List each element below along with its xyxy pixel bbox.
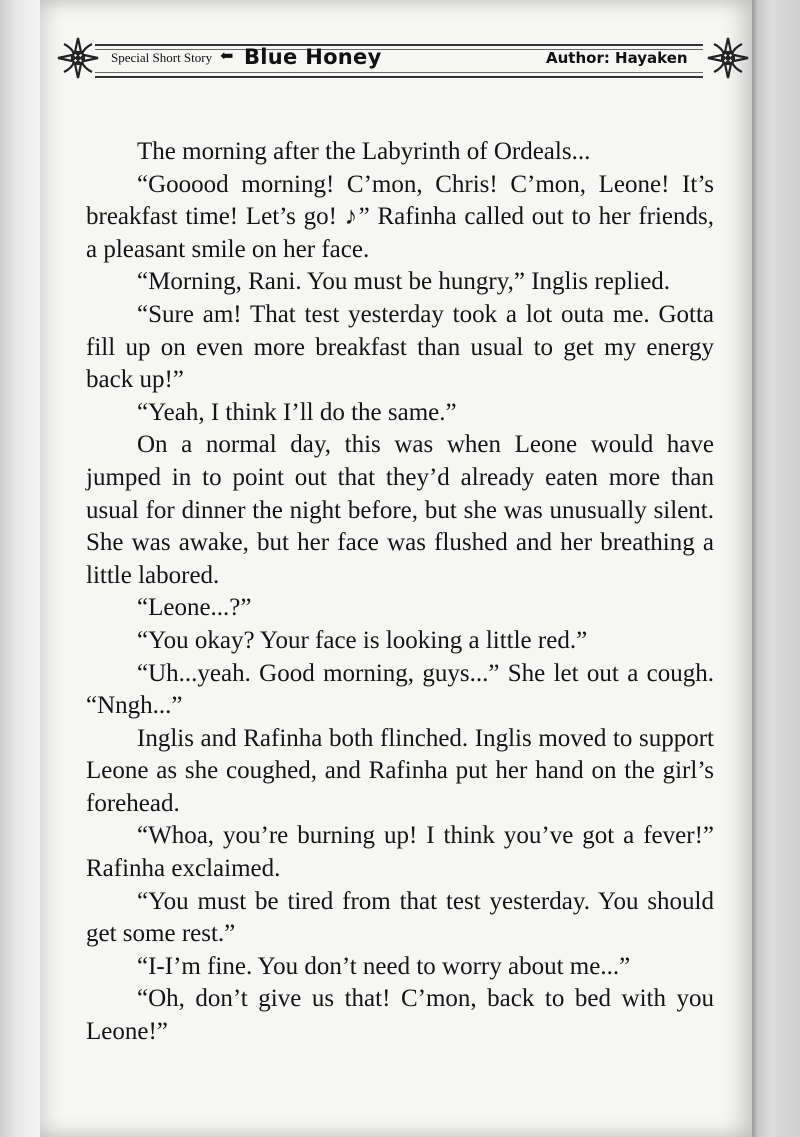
paragraph: “I-I’m fine. You don’t need to worry about me...”	[137, 952, 631, 980]
paragraph: “You okay? Your face is looking a little red.”	[137, 626, 588, 654]
paragraph: “Uh...yeah. Good morning, guys...” She let out a cough. “Nngh...”	[86, 659, 714, 720]
paragraph: “Sure am! That test yesterday took a lot outa me. Gotta fill up on even more breakfast than usual to get my energy back up!”	[86, 300, 714, 394]
author-credit: Author: Hayaken	[546, 49, 688, 67]
story-title: Blue Honey	[244, 45, 382, 69]
paragraph: Inglis and Rafinha both flinched. Inglis moved to support Leone as she coughed, and Rafinha put her hand on the girl’s forehead.	[86, 724, 714, 817]
paragraph: The morning after the Labyrinth of Ordeals...	[137, 138, 591, 165]
paragraph: “You must be tired from that test yesterday. You should get some rest.”	[86, 887, 714, 948]
ornament-left-icon	[54, 34, 102, 82]
paragraph: “Yeah, I think I’ll do the same.”	[137, 398, 457, 426]
paragraph: “Leone...?”	[137, 594, 252, 622]
ornament-right-icon	[704, 34, 752, 82]
arrow-left-icon: ⬅	[220, 48, 234, 65]
paragraph: “Morning, Rani. You must be hungry,” Inglis replied.	[137, 268, 671, 296]
book-edge	[752, 0, 800, 1137]
paragraph: “Whoa, you’re burning up! I think you’ve got a fever!” Rafinha exclaimed.	[86, 822, 714, 883]
header-section-label: Special Short Story	[111, 50, 213, 65]
story-text	[86, 136, 714, 1049]
paragraph: “Gooood morning! C’mon, Chris! C’mon, Leone! It’s breakfast time! Let’s go! ♪” Rafinha called out to her friends, a pleasant smile on her face.	[86, 170, 714, 263]
paragraph: “Oh, don’t give us that! C’mon, back to bed with you Leone!”	[86, 985, 714, 1046]
paragraph: On a normal day, this was when Leone would have jumped in to point out that they’d already eaten more than usual for dinner the night before, but she was unusually silent. She was awake, but her face was flushed and her breathing a little labored.	[86, 431, 714, 589]
